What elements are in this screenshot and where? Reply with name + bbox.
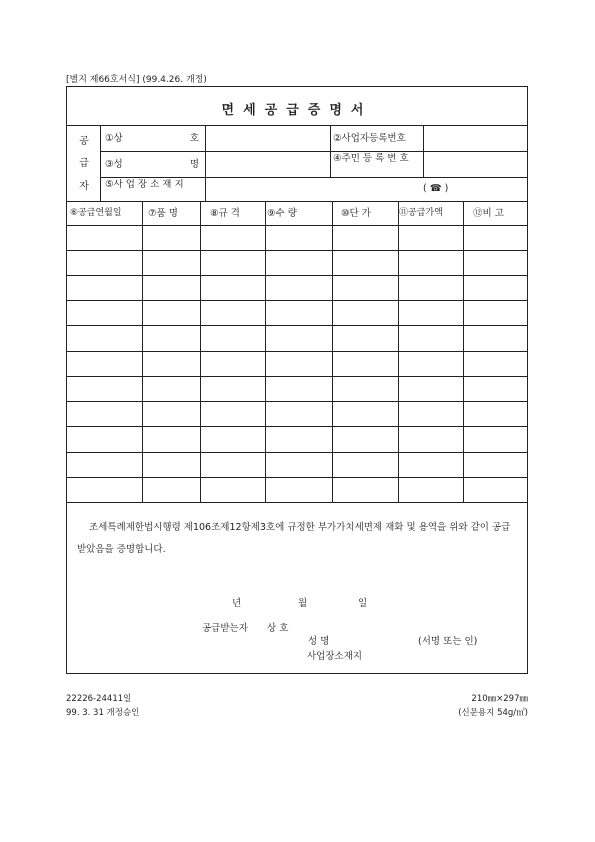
resident-reg-no-label: ④주민 등 록 번 호	[333, 153, 409, 164]
form-number-note: [별지 제66호서식] (99.4.26. 개정)	[66, 75, 207, 85]
table-row	[67, 351, 527, 352]
table-row	[67, 325, 527, 326]
column-header-spec: ⑧규 격	[210, 208, 240, 219]
divider	[100, 177, 527, 178]
divider	[67, 125, 527, 126]
date-day-label: 일	[358, 598, 368, 609]
column-header-item: ⑦품 명	[148, 208, 178, 219]
footer-paper-size: 210㎜×297㎜	[471, 694, 528, 704]
footer-form-code: 22226-24411일	[66, 694, 132, 704]
divider	[67, 201, 527, 202]
divider	[423, 125, 424, 177]
table-row	[67, 275, 527, 276]
divider	[205, 125, 206, 201]
supplier-side-label-3: 자	[79, 181, 89, 192]
receiver-address-label: 사업장소재지	[307, 651, 363, 662]
form-title: 면세공급증명서	[221, 103, 373, 118]
table-row	[67, 426, 527, 427]
date-month-label: 월	[298, 598, 308, 609]
footer-paper-type: (신문용지 54g/㎡)	[458, 708, 528, 718]
column-header-supply-date: ⑥공급연월일	[70, 208, 122, 218]
receiver-name-label: 성 명	[308, 636, 330, 647]
table-row	[67, 376, 527, 377]
certification-statement: 조세특례제한법시행령 제106조제12항제3호에 규정한 부가가치세면제 재화 및 용역을 위와 같이 공급받았음을 증명합니다.	[77, 522, 511, 555]
table-row	[67, 401, 527, 402]
receiver-trade-label: 상 호	[267, 623, 289, 634]
trade-name-label: ①상 호	[105, 133, 199, 144]
table-row	[67, 477, 527, 478]
table-row	[67, 452, 527, 453]
date-year-label: 년	[232, 598, 242, 609]
column-header-remarks: ⑫비 고	[473, 208, 504, 219]
address-label: ⑤사 업 장 소 재 지	[105, 179, 184, 190]
table-row	[67, 250, 527, 251]
divider	[100, 151, 527, 152]
supplier-side-label-1: 공	[79, 136, 89, 147]
name-label: ③성 명	[105, 159, 199, 170]
divider	[67, 502, 527, 503]
certificate-form	[66, 86, 528, 674]
signature-note: (서명 또는 인)	[418, 636, 478, 647]
biz-reg-no-label: ②사업자등록번호	[333, 133, 406, 144]
divider	[100, 125, 101, 201]
receiver-label: 공급받는자	[202, 623, 248, 634]
column-header-amount: ⑪공급가액	[399, 208, 443, 218]
footer-approval: 99. 3. 31 개정승인	[66, 708, 140, 718]
column-header-unit-price: ⑩단 가	[341, 208, 371, 219]
divider	[330, 125, 331, 177]
divider	[67, 225, 527, 226]
supplier-side-label-2: 급	[79, 158, 89, 169]
column-header-quantity: ⑨수 량	[267, 208, 297, 219]
table-row	[67, 300, 527, 301]
phone-field: ( ☎ )	[423, 183, 449, 194]
